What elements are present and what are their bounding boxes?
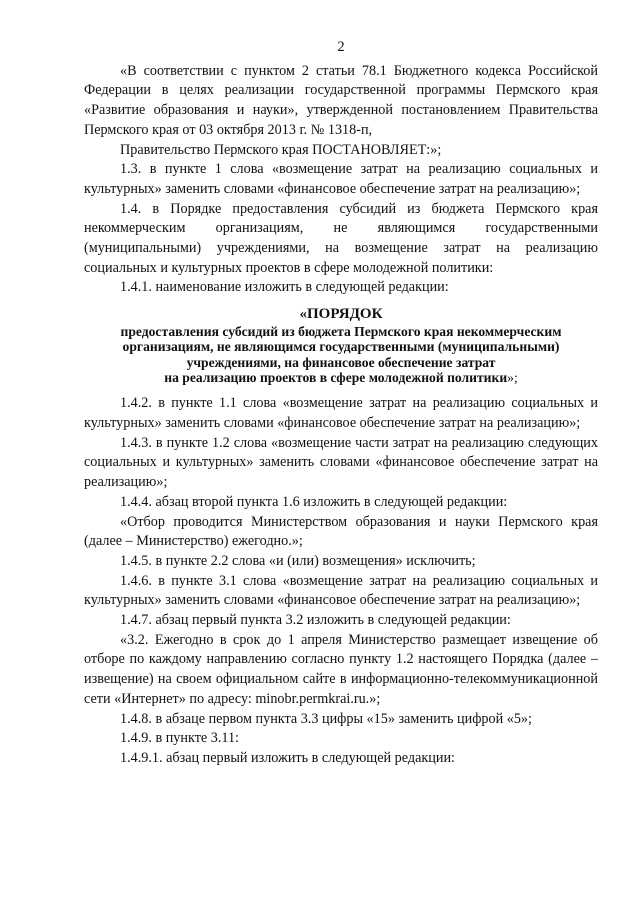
paragraph-1-4-5: 1.4.5. в пункте 2.2 слова «и (или) возмещения» исключить;: [120, 552, 476, 569]
paragraph-1-4-9-1: 1.4.9.1. абзац первый изложить в следующей редакции:: [120, 749, 455, 766]
order-heading-line-4: [84, 370, 598, 385]
paragraph-3-2-quote: «3.2. Ежегодно в срок до 1 апреля Министерство размещает извещение об отборе по каждому направлению согласно пункту 1.2 настоящего Порядка (далее – извещение) на своем официальном сайте в информационно-телекоммуникационной сети «Интернет» по адресу: minobr.permkrai.ru.»;: [84, 631, 598, 707]
document-page: [84, 38, 598, 769]
paragraph-1-4-8: 1.4.8. в абзаце первом пункта 3.3 цифры «15» заменить цифрой «5»;: [120, 710, 532, 727]
paragraph-1-4-3: 1.4.3. в пункте 1.2 слова «возмещение части затрат на реализацию следующих социальных и культурных» заменить словами «финансовое обеспечение затрат на реализацию»;: [84, 434, 598, 491]
paragraph-1-4: 1.4. в Порядке предоставления субсидий из бюджета Пермского края некоммерческим организациям, не являющимся государственными (муниципальными) учреждениями, на возмещение затрат на реализацию социальных и культурных проектов в сфере молодежной политики:: [84, 200, 598, 276]
paragraph-1-4-4: 1.4.4. абзац второй пункта 1.6 изложить в следующей редакции:: [120, 493, 508, 510]
order-heading: [84, 304, 598, 385]
paragraph-1-4-1: 1.4.1. наименование изложить в следующей редакции:: [120, 279, 449, 296]
paragraph-1-3: 1.3. в пункте 1 слова «возмещение затрат на реализацию социальных и культурных» заменить словами «финансовое обеспечение затрат на реализацию»;: [84, 161, 598, 197]
order-heading-body: [84, 324, 598, 385]
order-heading-line-4-text: на реализацию проектов в сфере молодежной политики: [164, 370, 508, 386]
paragraph-1-4-9: 1.4.9. в пункте 3.11:: [120, 730, 239, 747]
order-heading-title: «ПОРЯДОК: [299, 306, 383, 323]
paragraph-budget-code: «В соответствии с пунктом 2 статьи 78.1 Бюджетного кодекса Российской Федерации в целях реализации государственной программы Пермского края «Развитие образования и науки», утвержденной постановлением Правительства Пермского края от 03 октября 2013 г. № 1318-п,: [84, 62, 598, 138]
order-heading-line-3: учреждениями, на финансовое обеспечение затрат: [186, 354, 496, 370]
page-number: 2: [337, 39, 345, 55]
paragraph-1-4-7: 1.4.7. абзац первый пункта 3.2 изложить в следующей редакции:: [120, 612, 511, 629]
order-heading-line-1: предоставления субсидий из бюджета Пермского края некоммерческим: [120, 324, 562, 340]
order-heading-tail: »;: [507, 370, 518, 386]
paragraph-1-4-6: 1.4.6. в пункте 3.1 слова «возмещение затрат на реализацию социальных и культурных» заменить словами «финансовое обеспечение затрат на реализацию»;: [84, 572, 598, 609]
paragraph-selection-quote: «Отбор проводится Министерством образования и науки Пермского края (далее – Министерство) ежегодно.»;: [84, 513, 598, 550]
paragraph-postanovlyaet: Правительство Пермского края ПОСТАНОВЛЯЕТ:»;: [120, 141, 442, 158]
paragraph-1-4-2: 1.4.2. в пункте 1.1 слова «возмещение затрат на реализацию социальных и культурных» заменить словами «финансовое обеспечение затрат на реализацию»;: [84, 395, 598, 432]
order-heading-line-2: организациям, не являющимся государственными (муниципальными): [122, 339, 560, 355]
